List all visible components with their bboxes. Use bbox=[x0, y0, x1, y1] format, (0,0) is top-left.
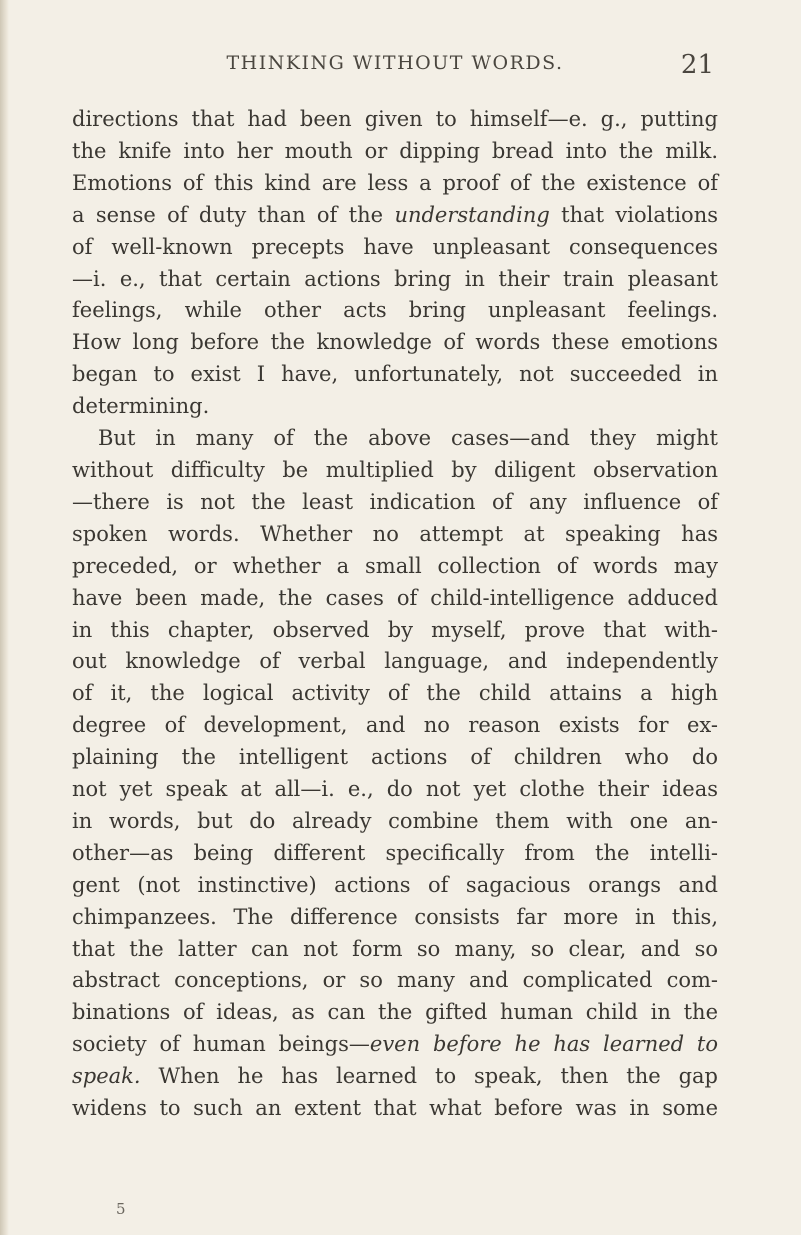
text-line: feelings, while other acts bring unpleasant feelings. bbox=[72, 298, 718, 323]
text-line: without difficulty be multiplied by diligent observation bbox=[72, 457, 718, 482]
text-line: —there is not the least indication of any influence of bbox=[72, 489, 718, 514]
text-line: other—as being different specifically from the intelli- bbox=[72, 840, 718, 865]
text-segment: that violations bbox=[561, 202, 718, 227]
text-line: widens to such an extent that what before was in some bbox=[72, 1096, 718, 1121]
text-line: in this chapter, observed by myself, prove that with- bbox=[72, 617, 718, 642]
text-line: the knife into her mouth or dipping bread into the milk. bbox=[72, 138, 718, 163]
paragraph-start: But in many of the above cases—and they might bbox=[98, 426, 718, 451]
text-line: abstract conceptions, or so many and complicated com- bbox=[72, 968, 718, 993]
text-line: Emotions of this kind are less a proof of the existence of bbox=[72, 170, 718, 195]
text-line: not yet speak at all—i. e., do not yet clothe their ideas bbox=[72, 777, 718, 802]
text-line: degree of development, and no reason exists for ex- bbox=[72, 713, 718, 738]
text-segment: When he has learned to speak, then the gap bbox=[140, 1064, 718, 1089]
text-line bbox=[72, 1061, 718, 1093]
text-segment: society of human beings— bbox=[72, 1032, 370, 1057]
page-spine-shadow bbox=[0, 0, 9, 1235]
emphasis-speak: speak. bbox=[72, 1064, 141, 1089]
text-segment: a sense of duty than of the bbox=[72, 202, 395, 227]
running-title: THINKING WITHOUT WORDS. bbox=[226, 52, 564, 74]
text-line: determining. bbox=[72, 394, 210, 419]
text-line: have been made, the cases of child-intelligence adduced bbox=[72, 585, 718, 610]
page-number: 21 bbox=[680, 50, 714, 80]
emphasis-phrase: even before he has learned to bbox=[369, 1032, 718, 1057]
text-line: of it, the logical activity of the child attains a high bbox=[72, 681, 718, 706]
text-line: chimpanzees. The difference consists far more in this, bbox=[72, 904, 718, 929]
text-line: binations of ideas, as can the gifted human child in the bbox=[72, 1000, 718, 1025]
emphasis-understanding: understanding bbox=[394, 202, 550, 227]
text-line: gent (not instinctive) actions of sagacious orangs and bbox=[72, 872, 718, 897]
text-line: —i. e., that certain actions bring in their train pleasant bbox=[72, 266, 718, 291]
body-text bbox=[72, 104, 718, 1125]
text-line: of well-known precepts have unpleasant consequences bbox=[72, 234, 718, 259]
text-line: that the latter can not form so many, so clear, and so bbox=[72, 936, 718, 961]
text-line: How long before the knowledge of words these emotions bbox=[72, 330, 718, 355]
running-head bbox=[72, 52, 718, 88]
signature-mark: 5 bbox=[116, 1200, 126, 1218]
text-line: in words, but do already combine them with one an- bbox=[72, 808, 718, 833]
text-line: preceded, or whether a small collection of words may bbox=[72, 553, 718, 578]
text-line: plaining the intelligent actions of children who do bbox=[72, 745, 718, 770]
text-line bbox=[72, 200, 718, 232]
text-line: out knowledge of verbal language, and independently bbox=[72, 649, 718, 674]
text-line: directions that had been given to himself—e. g., putting bbox=[72, 107, 718, 131]
text-line: spoken words. Whether no attempt at speaking has bbox=[72, 521, 718, 546]
text-line bbox=[72, 1029, 718, 1061]
text-line: began to exist I have, unfortunately, not succeeded in bbox=[72, 362, 718, 387]
